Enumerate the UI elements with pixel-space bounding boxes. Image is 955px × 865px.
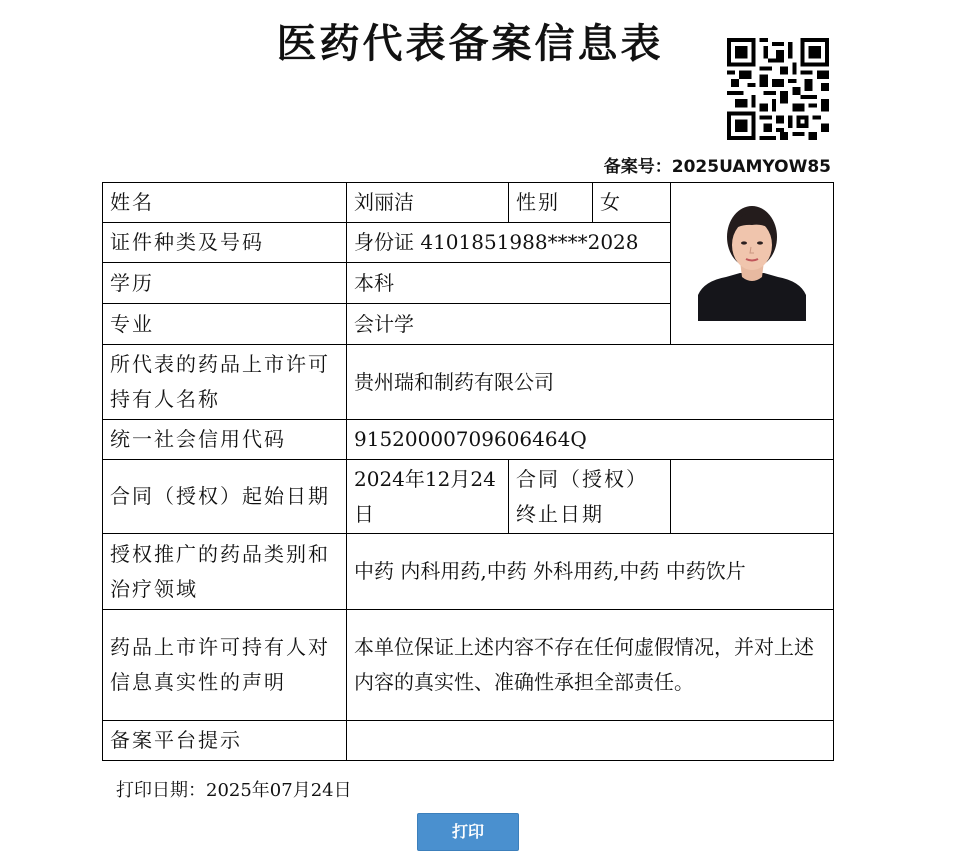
record-number-value: 2025UAMYOW85 — [671, 157, 831, 177]
name-label: 姓名 — [103, 183, 347, 223]
page-title: 医药代表备案信息表 — [276, 21, 664, 67]
scope-label: 授权推广的药品类别和治疗领域 — [103, 534, 347, 610]
record-number — [604, 152, 831, 177]
photo-cell — [671, 183, 834, 345]
contract-start-label: 合同（授权）起始日期 — [103, 460, 347, 534]
portrait-photo — [698, 195, 806, 321]
print-date-label: 打印日期： — [116, 780, 206, 801]
qr-code-icon — [727, 38, 829, 140]
contract-end-value — [671, 460, 834, 534]
major-value: 会计学 — [347, 304, 671, 345]
info-table — [102, 182, 834, 761]
id-value: 身份证 4101851988****2028 — [347, 223, 671, 263]
print-button[interactable]: 打印 — [417, 813, 519, 851]
education-value: 本科 — [347, 263, 671, 304]
statement-label: 药品上市许可持有人对信息真实性的声明 — [103, 610, 347, 721]
id-label: 证件种类及号码 — [103, 223, 347, 263]
gender-value: 女 — [593, 183, 671, 223]
gender-label: 性别 — [509, 183, 593, 223]
print-date — [116, 776, 352, 802]
statement-value: 本单位保证上述内容不存在任何虚假情况，并对上述内容的真实性、准确性承担全部责任。 — [347, 610, 834, 721]
major-label: 专业 — [103, 304, 347, 345]
print-date-value: 2025年07月24日 — [206, 780, 352, 801]
holder-label: 所代表的药品上市许可持有人名称 — [103, 345, 347, 420]
credit-code-value: 91520000709606464Q — [347, 420, 834, 460]
contract-start-value: 2024年12月24日 — [347, 460, 509, 534]
education-label: 学历 — [103, 263, 347, 304]
platform-label: 备案平台提示 — [103, 721, 347, 761]
name-value: 刘丽洁 — [347, 183, 509, 223]
scope-value: 中药 内科用药,中药 外科用药,中药 中药饮片 — [347, 534, 834, 610]
record-number-label: 备案号： — [603, 157, 672, 177]
contract-end-label: 合同（授权）终止日期 — [509, 460, 671, 534]
credit-code-label: 统一社会信用代码 — [103, 420, 347, 460]
holder-value: 贵州瑞和制药有限公司 — [347, 345, 834, 420]
platform-value — [347, 721, 834, 761]
